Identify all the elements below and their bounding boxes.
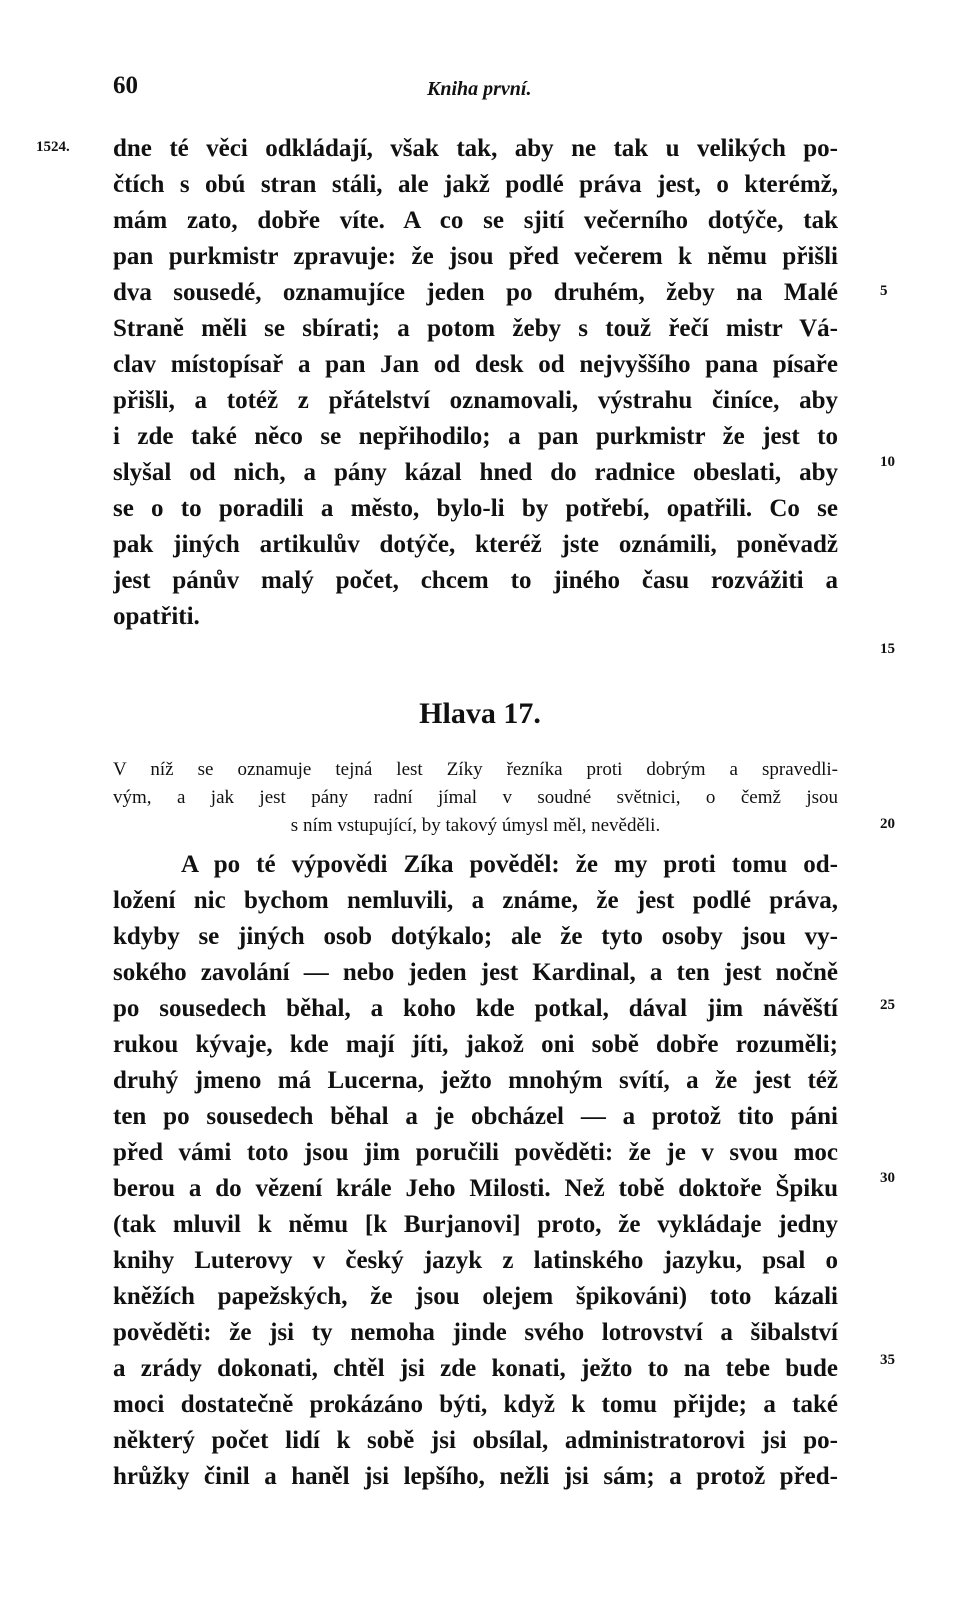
- text-line: clav místopísař a pan Jan od desk od nejvyššího pana písaře: [113, 351, 838, 378]
- text-line: hrůžky činil a haněl jsi lepšího, nežli jsi sám; a protož před-: [113, 1463, 838, 1490]
- text-line: sokého zavolání — nebo jeden jest Kardinal, a ten jest nočně: [113, 959, 838, 986]
- chapter-title: Hlava 17.: [419, 697, 541, 730]
- text-line: ložení nic bychom nemluvili, a známe, že jest podlé práva,: [113, 887, 838, 914]
- text-line: slyšal od nich, a pány kázal hned do radnice obeslati, aby: [113, 459, 838, 486]
- text-line: čtích s obú stran stáli, ale jakž podlé práva jest, o kterémž,: [113, 171, 838, 198]
- text-line: a zrády dokonati, chtěl jsi zde konati, ježto to na tebe bude: [113, 1355, 838, 1382]
- text-line: Straně měli se sbírati; a potom žeby s touž řečí mistr Vá-: [113, 315, 838, 342]
- paragraph-1: [113, 131, 838, 635]
- paragraph-2: [113, 847, 838, 1495]
- text-line: druhý jmeno má Lucerna, ježto mnohým svítí, a že jest též: [113, 1067, 838, 1094]
- text-line: se o to poradili a město, bylo-li by potřebí, opatřili. Co se: [113, 495, 838, 522]
- running-title: Kniha první.: [427, 78, 532, 100]
- text-line: pan purkmistr zpravuje: že jsou před večerem k němu přišli: [113, 243, 838, 270]
- margin-year: 1524.: [36, 139, 70, 155]
- text-line: dva sousedé, oznamujíce jeden po druhém, žeby na Malé: [113, 279, 838, 306]
- chapter-summary: [113, 756, 838, 840]
- text-line: před vámi toto jsou jim poručili pověděti: že je v svou moc: [113, 1139, 838, 1166]
- text-line: (tak mluvil k němu [k Burjanovi] proto, že vykládaje jedny: [113, 1211, 838, 1238]
- line-number: 35: [880, 1352, 895, 1368]
- line-number: 10: [880, 454, 895, 470]
- text-line: moci dostatečně prokázáno býti, když k tomu přijde; a také: [113, 1391, 838, 1418]
- text-line: pak jiných artikulův dotýče, kteréž jste oznámili, poněvadž: [113, 531, 838, 558]
- text-line: knihy Luterovy v český jazyk z latinského jazyku, psal o: [113, 1247, 838, 1274]
- text-line: pověděti: že jsi ty nemoha jinde svého lotrovství a šibalství: [113, 1319, 838, 1346]
- text-line: kdyby se jiných osob dotýkalo; ale že tyto osoby jsou vy-: [113, 923, 838, 950]
- text-line: jest pánův malý počet, chcem to jiného času rozvážiti a: [113, 567, 838, 594]
- line-number: 15: [880, 641, 895, 657]
- page-number: 60: [113, 72, 138, 99]
- text-line: opatřiti.: [113, 603, 200, 630]
- text-line: berou a do vězení krále Jeho Milosti. Než tobě doktoře Špiku: [113, 1175, 838, 1202]
- text-line: A po té výpovědi Zíka pověděl: že my proti tomu od-: [181, 851, 838, 878]
- text-line: dne té věci odkládají, však tak, aby ne tak u velikých po-: [113, 135, 838, 162]
- text-line: i zde také něco se nepřihodilo; a pan purkmistr že jest to: [113, 423, 838, 450]
- text-line: mám zato, dobře víte. A co se sjití večerního dotýče, tak: [113, 207, 838, 234]
- text-line: ten po sousedech běhal a je obcházel — a protož tito páni: [113, 1103, 838, 1130]
- text-line: rukou kývaje, kde mají jíti, jakož oni sobě dobře rozuměli;: [113, 1031, 838, 1058]
- line-number: 20: [880, 816, 895, 832]
- text-line: po sousedech běhal, a koho kde potkal, dával jim návěští: [113, 995, 838, 1022]
- line-number: 25: [880, 997, 895, 1013]
- line-number: 30: [880, 1170, 895, 1186]
- summary-line: V níž se oznamuje tejná lest Zíky řezníka proti dobrým a spravedli-: [113, 759, 838, 780]
- summary-line: s ním vstupující, by takový úmysl měl, nevěděli.: [290, 815, 661, 836]
- line-number: 5: [880, 283, 888, 299]
- text-line: kněžích papežských, že jsou olejem špikováni) toto kázali: [113, 1283, 838, 1310]
- summary-line: vým, a jak jest pány radní jímal v soudné světnici, o čemž jsou: [113, 787, 838, 808]
- text-line: přišli, a totéž z přátelství oznamovali, výstrahu činíce, aby: [113, 387, 838, 414]
- text-line: některý počet lidí k sobě jsi obsílal, administratorovi jsi po-: [113, 1427, 838, 1454]
